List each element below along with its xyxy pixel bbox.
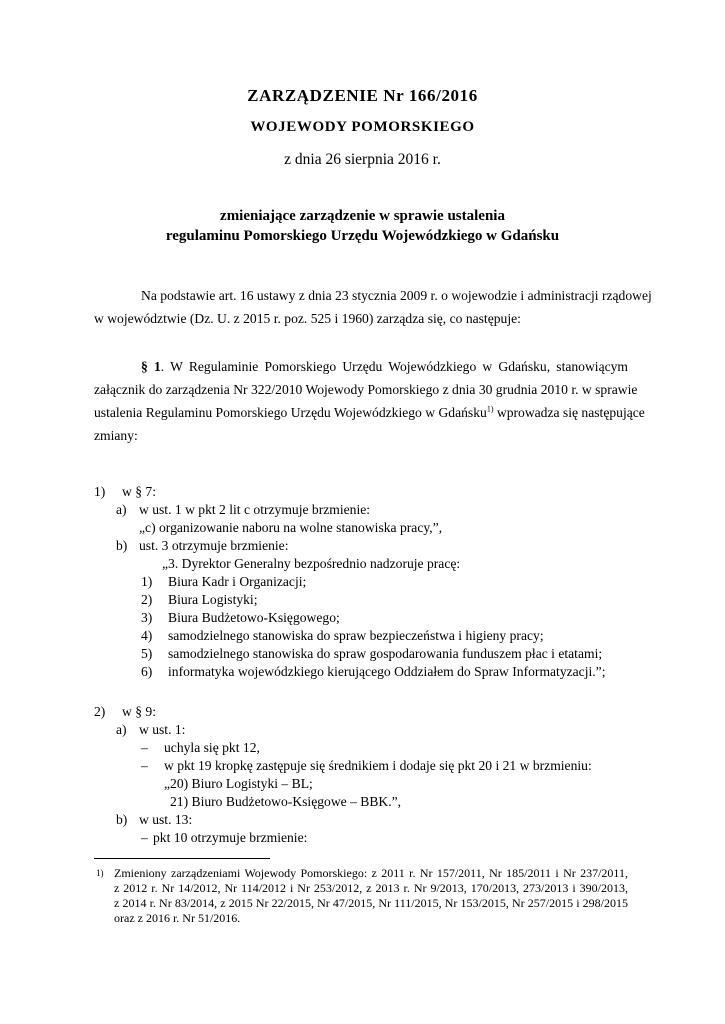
change-2b-dash-text: pkt 10 otrzymuje brzmienie: bbox=[153, 830, 308, 845]
list-item-number: 3) bbox=[141, 610, 153, 625]
change-1-number: 1) bbox=[94, 484, 106, 499]
footnote-line-3: z 2014 r. Nr 83/2014, z 2015 Nr 22/2015, Nr 47/2015, Nr 111/2015, Nr 153/2015, Nr 257/2015 i 298/2015 bbox=[114, 896, 628, 910]
preamble-line-1: Na podstawie art. 16 ustawy z dnia 23 stycznia 2009 r. o wojewodzie i administracji rządowej bbox=[141, 288, 652, 303]
list-item-number: 1) bbox=[141, 574, 153, 589]
change-2a-quote-2: 21) Biuro Budżetowo-Księgowe – BBK.”, bbox=[170, 794, 402, 809]
change-2b-letter: b) bbox=[116, 812, 128, 827]
section-1-line-3: ustalenia Regulaminu Pomorskiego Urzędu Wojewódzkiego w Gdańsku$^{1)}$ wprowadza się następujące bbox=[94, 404, 645, 420]
change-1a-quote: „c) organizowanie naboru na wolne stanowiska pracy,”, bbox=[139, 520, 443, 535]
document-date: z dnia 26 sierpnia 2016 r. bbox=[284, 151, 441, 168]
section-mark: § 1 bbox=[141, 359, 161, 374]
change-1-label: w § 7: bbox=[122, 484, 156, 499]
change-1b-letter: b) bbox=[116, 538, 128, 553]
dash-bullet: – bbox=[141, 758, 148, 773]
change-2-label: w § 9: bbox=[122, 704, 156, 719]
document-title: ZARZĄDZENIE Nr 166/2016 bbox=[247, 86, 478, 105]
list-item: samodzielnego stanowiska do spraw gospodarowania funduszem płac i etatami; bbox=[168, 646, 603, 661]
section-1-line-2: załącznik do zarządzenia Nr 322/2010 Wojewody Pomorskiego z dnia 30 grudnia 2010 r. w sprawie bbox=[94, 382, 638, 397]
change-2-number: 2) bbox=[94, 704, 106, 719]
footnote-reference: 1) bbox=[486, 404, 494, 414]
footnote-line-1: Zmieniony zarządzeniami Wojewody Pomorskiego: z 2011 r. Nr 157/2011, Nr 185/2011 i Nr 237/2011, bbox=[114, 866, 628, 880]
footnote-line-2: z 2012 r. Nr 14/2012, Nr 114/2012 i Nr 253/2012, z 2013 r. Nr 9/2013, 170/2013, 273/2013 i 390/2013, bbox=[114, 881, 628, 895]
list-item-number: 5) bbox=[141, 646, 153, 661]
change-2a-quote-1: „20) Biuro Logistyki – BL; bbox=[164, 776, 313, 791]
section-1-line-1: § 1. W Regulaminie Pomorskiego Urzędu Wojewódzkiego w Gdańsku, stanowiącym bbox=[141, 359, 629, 374]
section-1-line-4: zmiany: bbox=[94, 428, 138, 443]
change-1b-quote: „3. Dyrektor Generalny bezpośrednio nadzoruje pracę: bbox=[162, 556, 461, 571]
change-2a-text: w ust. 1: bbox=[139, 722, 186, 737]
list-item: informatyka wojewódzkiego kierującego Oddziałem do Spraw Informatyzacji.”; bbox=[168, 664, 606, 679]
dash-bullet: – bbox=[141, 830, 148, 845]
change-1b-text: ust. 3 otrzymuje brzmienie: bbox=[139, 538, 289, 553]
list-item: samodzielnego stanowiska do spraw bezpieczeństwa i higieny pracy; bbox=[168, 628, 544, 643]
document-subject-line-1: zmieniające zarządzenie w sprawie ustalenia bbox=[220, 208, 505, 224]
list-item-number: 4) bbox=[141, 628, 153, 643]
change-2a-dash-2-text: w pkt 19 kropkę zastępuje się średnikiem i dodaje się pkt 20 i 21 w brzmieniu: bbox=[164, 758, 592, 773]
footnote-separator bbox=[94, 858, 270, 859]
document-issuer: WOJEWODY POMORSKIEGO bbox=[250, 119, 475, 135]
list-item: Biura Logistyki; bbox=[168, 592, 258, 607]
footnote-line-4: oraz z 2016 r. Nr 51/2016. bbox=[114, 911, 241, 925]
preamble-line-2: w województwie (Dz. U. z 2015 r. poz. 525 i 1960) zarządza się, co następuje: bbox=[94, 311, 521, 326]
dash-bullet: – bbox=[141, 740, 148, 755]
document-subject-line-2: regulaminu Pomorskiego Urzędu Wojewódzkiego w Gdańsku bbox=[165, 228, 560, 244]
footnote-marker: 1) bbox=[96, 868, 104, 878]
list-item-number: 6) bbox=[141, 664, 153, 679]
change-2b-text: w ust. 13: bbox=[139, 812, 193, 827]
change-1a-letter: a) bbox=[116, 502, 127, 517]
change-1a-text: w ust. 1 w pkt 2 lit c otrzymuje brzmienie: bbox=[139, 502, 371, 517]
list-item: Biura Budżetowo-Księgowego; bbox=[168, 610, 340, 625]
list-item: Biura Kadr i Organizacji; bbox=[168, 574, 307, 589]
change-2a-letter: a) bbox=[116, 722, 127, 737]
list-item-number: 2) bbox=[141, 592, 153, 607]
change-2a-dash-1-text: uchyla się pkt 12, bbox=[164, 740, 260, 755]
